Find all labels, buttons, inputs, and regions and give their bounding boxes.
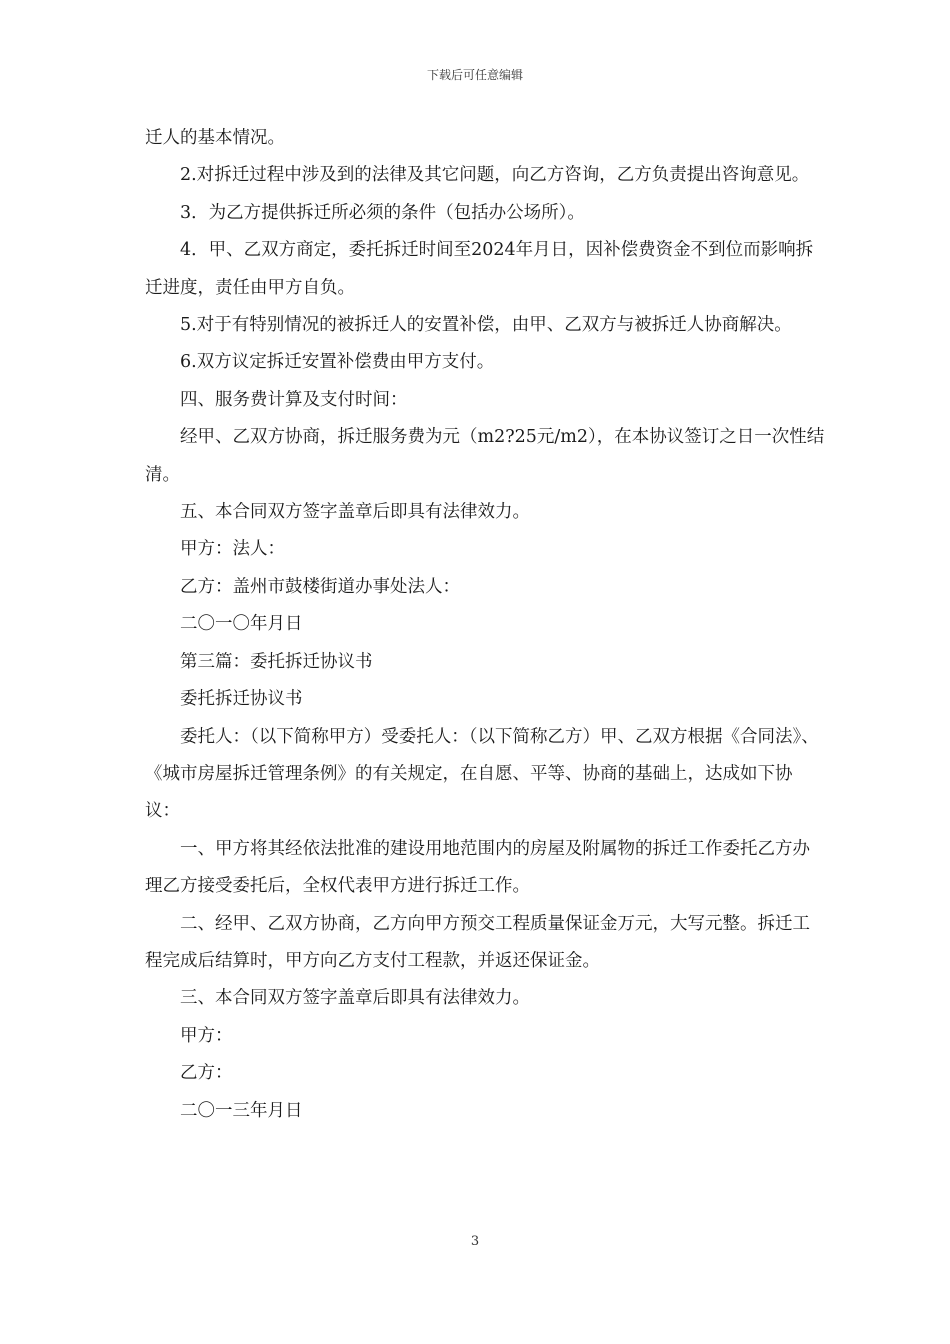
- signature-party-a-2: 甲方：: [180, 1025, 233, 1046]
- paragraph-6: 6.双方议定拆迁安置补偿费由甲方支付。: [180, 352, 495, 373]
- paragraph-15: 委托人：（以下简称甲方）受委托人：（以下简称乙方）甲、乙双方根据《合同法》、《城市房屋拆迁管理条例》的有关规定，在自愿、平等、协商的基础上，达成如下协议：: [145, 726, 819, 822]
- page-number: 3: [470, 1234, 480, 1249]
- section-heading-legal-effect: 五、本合同双方签字盖章后即具有法律效力。: [180, 502, 530, 523]
- paragraph-8: 经甲、乙双方协商，拆迁服务费为元（m2?25元/m2），在本协议签订之日一次性结清。: [145, 427, 825, 485]
- clause-1: 一、甲方将其经依法批准的建设用地范围内的房屋及附属物的拆迁工作委托乙方办理乙方接受委托后，全权代表甲方进行拆迁工作。: [145, 838, 810, 897]
- paragraph-4: 4．甲、乙双方商定，委托拆迁时间至2024年月日，因补偿费资金不到位而影响拆迁进度，责任由甲方自负。: [145, 240, 814, 298]
- document-body: [145, 120, 825, 1130]
- clause-3: 三、本合同双方签字盖章后即具有法律效力。: [180, 988, 530, 1009]
- paragraph-2: 2.对拆迁过程中涉及到的法律及其它问题，向乙方咨询，乙方负责提出咨询意见。: [180, 165, 810, 186]
- signature-party-a: 甲方：法人：: [180, 539, 285, 560]
- clause-2: 二、经甲、乙双方协商，乙方向甲方预交工程质量保证金万元，大写元整。拆迁工程完成后结算时，甲方向乙方支付工程款，并返还保证金。: [145, 913, 810, 971]
- paragraph-3: 3．为乙方提供拆迁所必须的条件（包括办公场所）。: [180, 202, 585, 223]
- page-header: 下载后可任意编辑: [426, 68, 523, 82]
- section-heading-service-fee: 四、服务费计算及支付时间：: [180, 389, 408, 410]
- signature-party-b-2: 乙方：: [180, 1063, 233, 1084]
- paragraph-5: 5.对于有特别情况的被拆迁人的安置补偿，由甲、乙双方与被拆迁人协商解决。: [180, 315, 792, 336]
- signature-date: 二〇一〇年月日: [180, 614, 303, 635]
- agreement-title: 委托拆迁协议书: [180, 689, 303, 710]
- signature-party-b: 乙方：盖州市鼓楼街道办事处法人：: [180, 576, 460, 597]
- signature-date-2: 二〇一三年月日: [180, 1100, 303, 1121]
- chapter-title: 第三篇：委托拆迁协议书: [180, 651, 373, 672]
- paragraph-1: 迁人的基本情况。: [145, 128, 285, 148]
